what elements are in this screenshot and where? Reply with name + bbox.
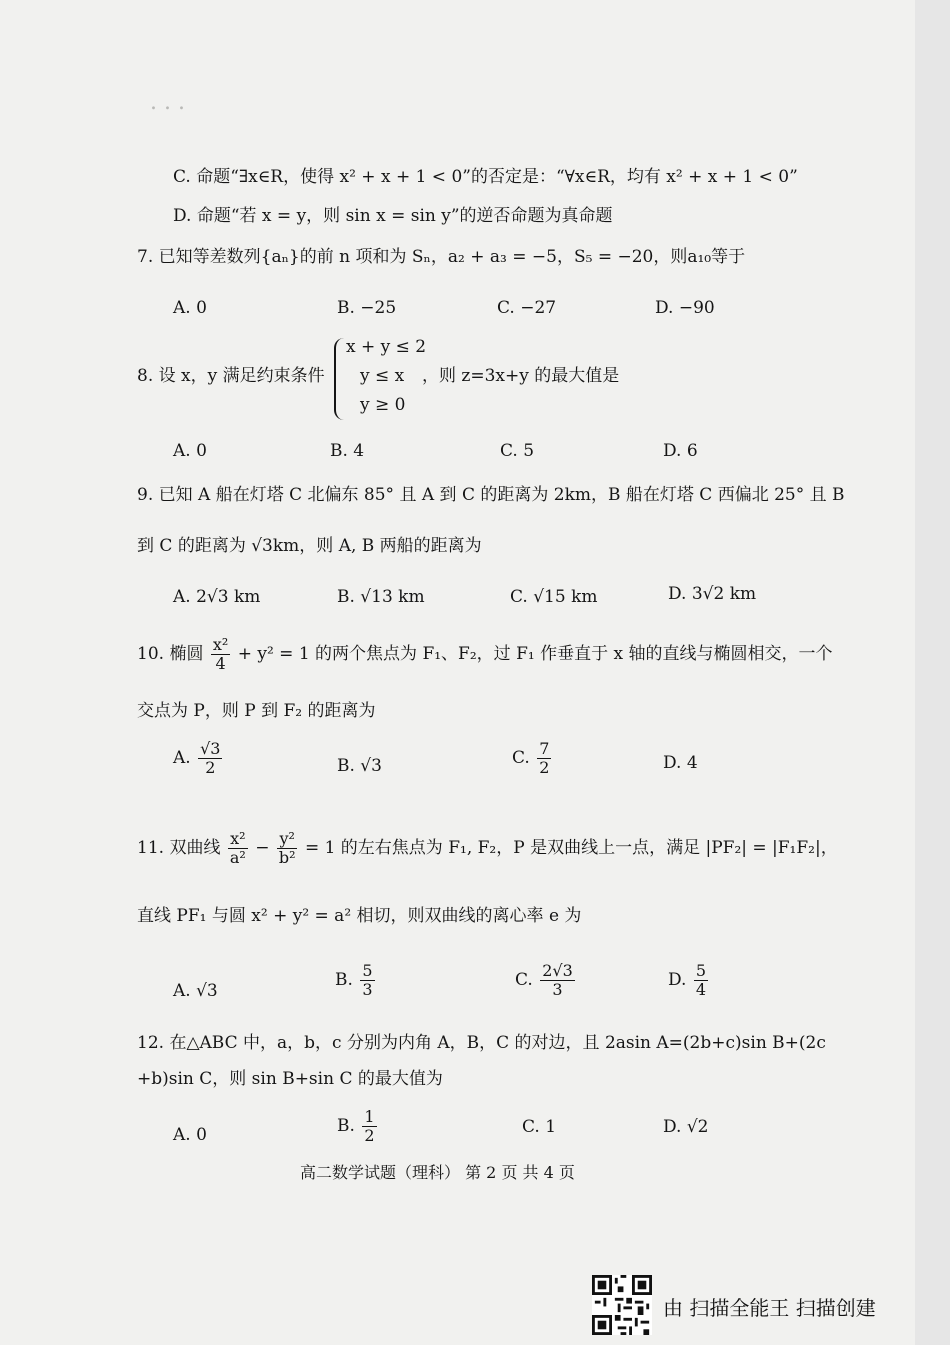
q10-option-a-fraction (198, 740, 222, 777)
q11-stem-line1 (137, 830, 838, 867)
q11-option-d-fraction (694, 962, 708, 999)
q9-option-b: B. √13 km (337, 587, 425, 607)
q12-option-a: A. 0 (173, 1125, 207, 1145)
q11-option-d-label: D. (668, 970, 687, 990)
q11-option-a: A. √3 (173, 981, 218, 1001)
q8-option-a: A. 0 (173, 441, 207, 461)
q8-option-c: C. 5 (500, 441, 535, 461)
q10-option-a-num: √3 (200, 739, 221, 758)
q10-option-c-den: 2 (539, 758, 550, 777)
q11-option-c-num: 2√3 (542, 961, 573, 980)
q10-option-a-label: A. (173, 748, 191, 768)
q8-constraint-1: x + y ≤ 2 (346, 337, 427, 357)
q11-fraction-x-den: a² (229, 848, 246, 867)
q9-stem-line1: 9. 已知 A 船在灯塔 C 北偏东 85° 且 A 到 C 的距离为 2km，B 船在灯塔 C 西偏北 25° 且 B (137, 485, 845, 505)
q11-option-d-num: 5 (695, 961, 707, 980)
q12-stem-line2: +b)sin C，则 sin B+sin C 的最大值为 (137, 1069, 443, 1089)
q8-lead: 8. 设 x，y 满足约束条件 (137, 366, 325, 386)
page-footer: 高二数学试题（理科） 第 2 页 共 4 页 (300, 1163, 575, 1182)
q7-option-b: B. −25 (337, 298, 397, 318)
q10-option-d: D. 4 (663, 753, 698, 773)
q11-option-c (515, 962, 577, 999)
q8-constraint-brace (334, 338, 344, 420)
bleed-through-text: . . . (150, 90, 185, 115)
q11-fraction-x-num: x² (230, 829, 246, 848)
q11-fraction-x (228, 830, 248, 867)
q11-fraction-y (277, 830, 298, 867)
q10-number: 10. 椭圆 (137, 644, 204, 664)
q8-option-b: B. 4 (330, 441, 365, 461)
q10-stem-line2: 交点为 P，则 P 到 F₂ 的距离为 (137, 701, 376, 721)
q8-constraint-3: y ≥ 0 (360, 395, 406, 415)
q8-tail: ，则 z=3x+y 的最大值是 (422, 366, 620, 386)
q10-option-c-label: C. (512, 748, 530, 768)
q12-option-d: D. √2 (663, 1117, 709, 1137)
q11-option-b-num: 5 (362, 961, 373, 980)
q11-stem-line2: 直线 PF₁ 与圆 x² + y² = a² 相切，则双曲线的离心率 e 为 (137, 906, 582, 926)
q10-option-c-fraction (537, 740, 551, 777)
q12-option-b (337, 1108, 379, 1145)
q11-number: 11. 双曲线 (137, 838, 221, 858)
qr-code-icon (592, 1275, 652, 1335)
q9-option-c: C. √15 km (510, 587, 598, 607)
q11-option-d-den: 4 (695, 980, 707, 999)
q10-fraction-denominator: 4 (215, 654, 226, 673)
q11-fraction-y-den: b² (278, 848, 296, 867)
q11-option-c-label: C. (515, 970, 533, 990)
q10-fraction-numerator: x² (212, 635, 229, 654)
q12-option-b-num: 1 (364, 1107, 375, 1126)
q11-stem-rest: = 1 的左右焦点为 F₁, F₂，P 是双曲线上一点，满足 |PF₂| = |F₁F₂|， (304, 838, 838, 858)
q7-option-a: A. 0 (173, 298, 207, 318)
q10-option-c (512, 740, 553, 777)
q11-option-b (335, 962, 377, 999)
q11-option-b-label: B. (335, 970, 353, 990)
q8-option-d: D. 6 (663, 441, 698, 461)
q11-option-b-den: 3 (362, 980, 373, 999)
q9-option-a: A. 2√3 km (173, 587, 261, 607)
q11-option-c-den: 3 (552, 980, 563, 999)
q10-option-c-num: 7 (539, 739, 550, 758)
q12-option-b-label: B. (337, 1116, 355, 1136)
q10-option-b: B. √3 (337, 756, 382, 776)
q11-fraction-y-num: y² (279, 829, 295, 848)
q6-option-c: C. 命题“∃x∈R，使得 x² + x + 1 < 0”的否定是：“∀x∈R，均有 x² + x + 1 < 0” (173, 167, 798, 187)
q10-option-a (173, 740, 224, 777)
q10-stem-line1 (137, 636, 832, 673)
q12-option-c: C. 1 (522, 1117, 557, 1137)
q9-stem-line2: 到 C 的距离为 √3km，则 A, B 两船的距离为 (137, 536, 482, 556)
q12-stem-line1: 12. 在△ABC 中，a，b，c 分别为内角 A，B，C 的对边，且 2asin A=(2b+c)sin B+(2c (137, 1033, 826, 1053)
q12-option-b-fraction (362, 1108, 376, 1145)
q7-option-c: C. −27 (497, 298, 557, 318)
q10-option-a-den: 2 (205, 758, 216, 777)
q10-stem-rest: + y² = 1 的两个焦点为 F₁、F₂，过 F₁ 作垂直于 x 轴的直线与椭圆相交，一个 (237, 644, 833, 664)
q6-option-d: D. 命题“若 x = y，则 sin x = sin y”的逆否命题为真命题 (173, 206, 613, 226)
q11-option-c-fraction (540, 962, 575, 999)
q9-option-d: D. 3√2 km (668, 584, 757, 604)
q11-option-d (668, 962, 710, 999)
q7-option-d: D. −90 (655, 298, 715, 318)
scan-edge (915, 0, 950, 1345)
q10-ellipse-fraction (211, 636, 230, 673)
q12-option-b-den: 2 (364, 1126, 375, 1145)
q8-constraint-2: y ≤ x (360, 366, 405, 386)
q11-minus: − (255, 838, 270, 858)
q11-option-b-fraction (360, 962, 374, 999)
q7-stem: 7. 已知等差数列{aₙ}的前 n 项和为 Sₙ，a₂ + a₃ = −5，S₅ = −20，则a₁₀等于 (137, 247, 746, 267)
scanner-watermark: 由 扫描全能王 扫描创建 (663, 1296, 876, 1320)
